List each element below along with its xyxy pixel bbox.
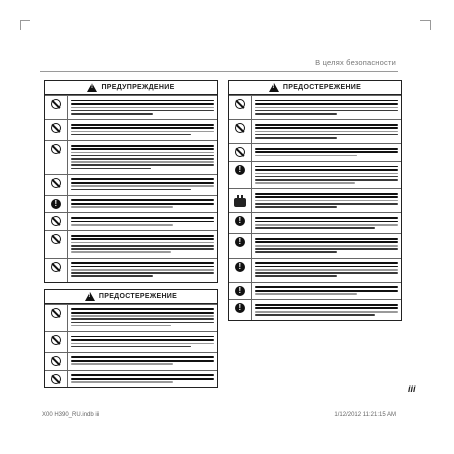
text-line	[71, 262, 214, 264]
prohibit-icon	[235, 147, 245, 157]
prohibit-icon	[51, 356, 61, 366]
footer-timestamp: 1/12/2012 11:21:15 AM	[334, 412, 396, 418]
text-line	[255, 148, 398, 150]
text-line	[71, 318, 214, 320]
text-line	[255, 134, 398, 136]
text-line	[71, 127, 214, 129]
prohibit-icon	[235, 99, 245, 109]
text-line	[255, 179, 398, 181]
text-line	[71, 248, 214, 250]
warning-triangle-icon	[269, 83, 279, 92]
text-line	[71, 148, 214, 150]
safety-item-text	[251, 144, 401, 161]
text-line	[71, 374, 214, 376]
safety-item	[229, 143, 401, 161]
text-line	[255, 103, 398, 105]
safety-item-text	[67, 305, 217, 331]
text-line	[71, 110, 214, 112]
safety-item-text	[67, 353, 217, 370]
text-line	[71, 124, 214, 126]
warning-triangle-icon	[87, 83, 97, 92]
prohibit-icon	[51, 123, 61, 133]
print-footer	[42, 412, 396, 418]
left-column	[44, 80, 218, 394]
text-line	[71, 203, 214, 205]
text-line	[255, 151, 398, 153]
safety-item	[229, 212, 401, 233]
text-line	[255, 217, 398, 219]
text-line	[71, 199, 214, 201]
safety-item-text	[67, 196, 217, 213]
prohibit-icon	[235, 123, 245, 133]
text-line	[255, 173, 398, 175]
text-line	[71, 245, 214, 247]
safety-item-text	[251, 120, 401, 143]
prohibit-icon	[51, 99, 61, 109]
text-line	[71, 343, 214, 345]
text-line	[255, 166, 398, 168]
safety-item-text	[67, 231, 217, 257]
text-line	[71, 134, 191, 136]
safety-item	[45, 352, 217, 370]
safety-item-text	[251, 283, 401, 300]
safety-item-text	[67, 96, 217, 119]
plug-icon	[234, 198, 246, 207]
text-line	[71, 378, 214, 380]
prohibit-icon	[51, 234, 61, 244]
text-line	[71, 266, 214, 268]
text-line	[255, 269, 398, 271]
text-line	[255, 155, 357, 157]
text-line	[255, 251, 337, 253]
text-line	[255, 196, 398, 198]
text-line	[71, 322, 214, 324]
text-line	[71, 360, 214, 362]
safety-item	[45, 230, 217, 257]
text-line	[71, 217, 214, 219]
text-line	[255, 203, 398, 205]
safety-box	[228, 80, 402, 321]
text-line	[71, 308, 214, 310]
prohibit-icon	[51, 178, 61, 188]
prohibit-icon	[51, 308, 61, 318]
safety-item-text	[67, 175, 217, 195]
text-line	[71, 185, 214, 187]
prohibit-icon	[51, 262, 61, 272]
prohibit-icon	[51, 216, 61, 226]
header-rule	[40, 71, 398, 72]
text-line	[71, 206, 173, 208]
safety-item	[229, 258, 401, 282]
text-line	[71, 381, 173, 383]
text-line	[255, 131, 398, 133]
text-line	[71, 242, 214, 244]
safety-item	[45, 304, 217, 331]
text-line	[255, 137, 337, 139]
safety-box-title: ПРЕДУПРЕЖДЕНИЕ	[101, 84, 175, 91]
right-column	[228, 80, 402, 327]
mandatory-icon	[51, 199, 61, 209]
page-number: iii	[408, 384, 416, 394]
safety-item-text	[251, 234, 401, 257]
footer-file-label: X00 H390_RU.indb iii	[42, 412, 100, 418]
text-line	[71, 356, 214, 358]
safety-item-text	[67, 141, 217, 174]
safety-item-text	[67, 120, 217, 140]
section-title: В целях безопасности	[315, 58, 396, 67]
text-line	[71, 269, 214, 271]
text-line	[71, 363, 173, 365]
safety-box-header	[229, 81, 401, 95]
safety-box-title: ПРЕДОСТЕРЕЖЕНИЕ	[98, 292, 178, 300]
text-line	[255, 286, 398, 288]
prohibit-icon	[51, 374, 61, 384]
text-line	[255, 127, 398, 129]
safety-item	[45, 119, 217, 140]
safety-item	[229, 188, 401, 212]
safety-box-header	[45, 81, 217, 95]
text-line	[255, 169, 398, 171]
safety-item	[229, 299, 401, 320]
text-line	[71, 100, 214, 102]
mandatory-icon	[235, 165, 245, 175]
text-line	[255, 182, 355, 184]
safety-item-text	[251, 96, 401, 119]
safety-item-text	[251, 213, 401, 233]
text-line	[71, 152, 214, 154]
crop-mark	[420, 20, 430, 21]
safety-item	[45, 370, 217, 388]
safety-item	[45, 212, 217, 230]
safety-item	[45, 95, 217, 119]
text-line	[71, 312, 214, 314]
safety-item-text	[67, 213, 217, 230]
text-line	[255, 245, 398, 247]
text-line	[255, 107, 398, 109]
safety-box-header	[45, 290, 217, 304]
safety-item	[229, 95, 401, 119]
text-line	[255, 224, 398, 226]
text-line	[255, 100, 398, 102]
safety-item	[45, 174, 217, 195]
safety-item-text	[67, 332, 217, 352]
text-line	[255, 221, 398, 223]
text-line	[71, 107, 214, 109]
text-line	[71, 235, 214, 237]
safety-box	[44, 80, 218, 283]
text-line	[71, 238, 214, 240]
mandatory-icon	[235, 303, 245, 313]
text-line	[255, 110, 398, 112]
mandatory-icon	[235, 262, 245, 272]
text-line	[71, 168, 151, 170]
safety-item-text	[67, 259, 217, 282]
text-line	[255, 314, 375, 316]
text-line	[71, 224, 173, 226]
text-line	[255, 124, 398, 126]
text-line	[71, 272, 214, 274]
text-line	[71, 155, 214, 157]
text-line	[71, 182, 214, 184]
text-line	[255, 241, 398, 243]
text-line	[71, 178, 214, 180]
safety-item-text	[251, 300, 401, 320]
safety-box-title: ПРЕДОСТЕРЕЖЕНИЕ	[282, 84, 362, 91]
text-line	[71, 189, 191, 191]
text-line	[71, 164, 214, 166]
mandatory-icon	[235, 237, 245, 247]
mandatory-icon	[235, 216, 245, 226]
warning-triangle-icon	[85, 292, 95, 301]
text-line	[71, 221, 214, 223]
text-line	[71, 336, 214, 338]
text-line	[71, 275, 153, 277]
text-line	[255, 227, 375, 229]
safety-item-text	[251, 189, 401, 212]
safety-item	[229, 161, 401, 188]
text-line	[71, 145, 214, 147]
safety-item-text	[251, 162, 401, 188]
text-line	[255, 272, 398, 274]
text-line	[255, 200, 398, 202]
safety-item	[45, 331, 217, 352]
text-line	[255, 293, 357, 295]
crop-mark	[430, 20, 431, 30]
crop-mark	[20, 20, 21, 30]
safety-item-text	[251, 259, 401, 282]
safety-item	[45, 258, 217, 282]
text-line	[255, 176, 398, 178]
text-line	[71, 346, 191, 348]
text-line	[255, 307, 398, 309]
prohibit-icon	[51, 335, 61, 345]
text-line	[255, 113, 337, 115]
prohibit-icon	[51, 144, 61, 154]
text-line	[255, 275, 337, 277]
text-line	[71, 103, 214, 105]
text-line	[71, 158, 214, 160]
text-line	[71, 325, 171, 327]
safety-item	[229, 233, 401, 257]
text-line	[71, 131, 214, 133]
text-line	[255, 290, 398, 292]
text-line	[255, 266, 398, 268]
text-line	[255, 304, 398, 306]
text-line	[255, 262, 398, 264]
text-line	[255, 248, 398, 250]
text-line	[71, 113, 153, 115]
safety-box	[44, 289, 218, 389]
text-line	[255, 206, 337, 208]
safety-item	[45, 140, 217, 174]
mandatory-icon	[235, 286, 245, 296]
text-line	[71, 315, 214, 317]
safety-item	[229, 119, 401, 143]
text-line	[71, 161, 214, 163]
safety-item	[45, 195, 217, 213]
text-line	[255, 311, 398, 313]
text-line	[255, 193, 398, 195]
text-line	[255, 238, 398, 240]
safety-item	[229, 282, 401, 300]
text-line	[71, 339, 214, 341]
text-line	[71, 251, 171, 253]
crop-mark	[20, 20, 30, 21]
safety-item-text	[67, 371, 217, 388]
